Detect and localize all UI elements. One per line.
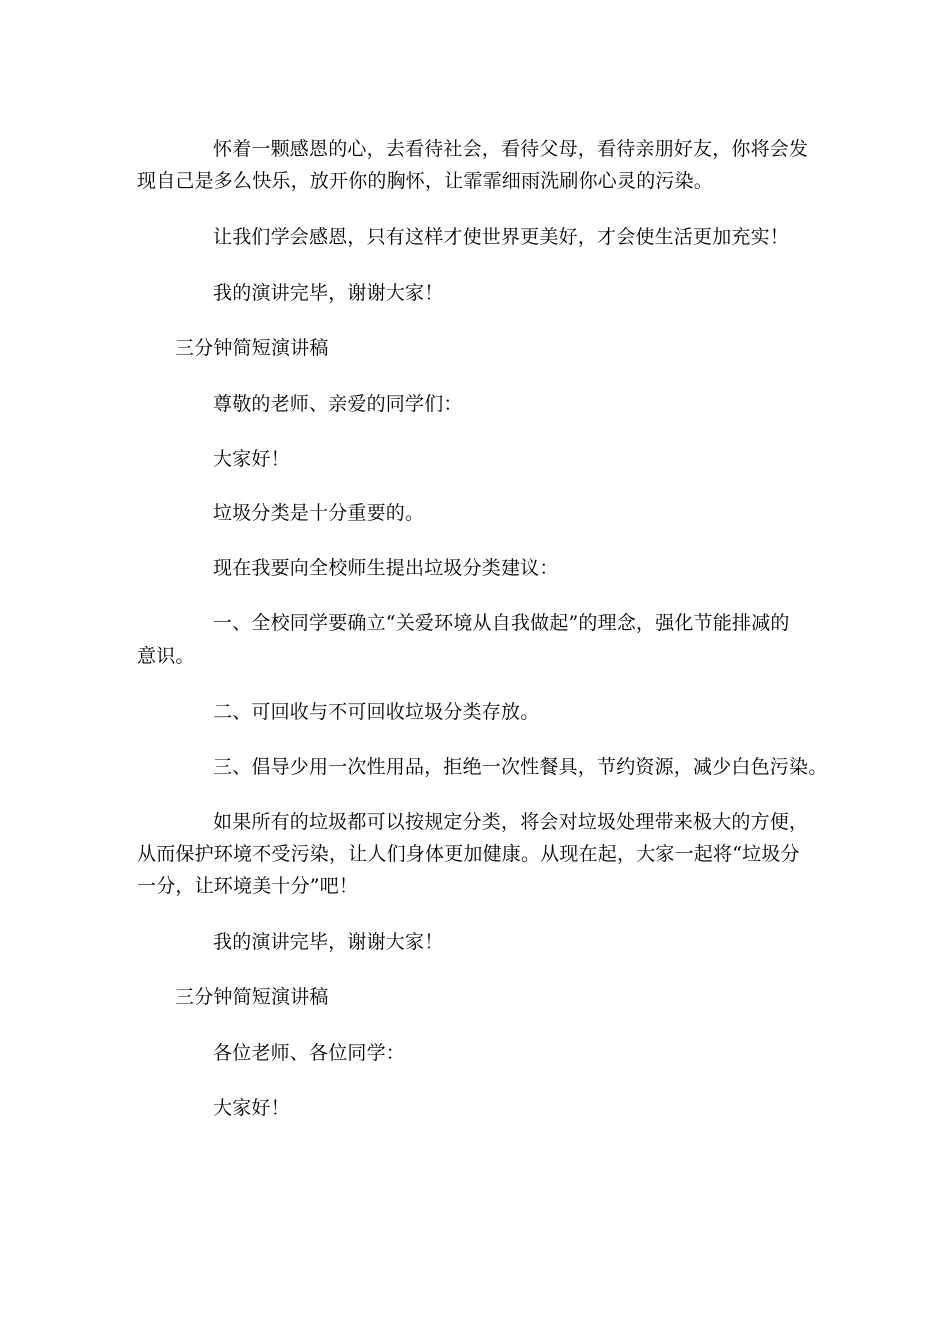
list-item-line: 三、倡导少用一次性用品，拒绝一次性餐具，节约资源，减少白色污染。 [213, 756, 828, 778]
paragraph-line: 现在我要向全校师生提出垃圾分类建议： [213, 557, 559, 579]
paragraph-line: 一分，让环境美十分”吧！ [137, 875, 359, 897]
paragraph-line: 从而保护环境不受污染，让人们身体更加健康。从现在起，大家一起将“垃圾分 [137, 843, 800, 865]
paragraph-line: 垃圾分类是十分重要的。 [213, 502, 425, 524]
paragraph-line: 怀着一颗感恩的心，去看待社会，看待父母，看待亲朋好友，你将会发 [213, 138, 809, 160]
greeting: 大家好！ [213, 448, 290, 470]
section-heading: 三分钟简短演讲稿 [175, 337, 329, 359]
list-item-line: 二、可回收与不可回收垃圾分类存放。 [213, 701, 540, 723]
paragraph-line: 如果所有的垃圾都可以按规定分类，将会对垃圾处理带来极大的方便， [213, 811, 809, 833]
paragraph-line: 让我们学会感恩，只有这样才使世界更美好，才会使生活更加充实！ [213, 226, 790, 248]
paragraph-line: 现自己是多么快乐，放开你的胸怀，让霏霏细雨洗刷你心灵的污染。 [137, 170, 714, 192]
section-heading: 三分钟简短演讲稿 [175, 986, 329, 1008]
closing-line: 我的演讲完毕，谢谢大家！ [213, 931, 444, 953]
greeting: 大家好！ [213, 1097, 290, 1119]
salutation: 各位老师、各位同学： [213, 1042, 406, 1064]
list-item-line: 意识。 [137, 645, 195, 667]
paragraph-line: 我的演讲完毕，谢谢大家！ [213, 282, 444, 304]
salutation: 尊敬的老师、亲爱的同学们： [213, 393, 463, 415]
list-item-line: 一、全校同学要确立“关爱环境从自我做起”的理念，强化节能排减的 [213, 612, 790, 634]
